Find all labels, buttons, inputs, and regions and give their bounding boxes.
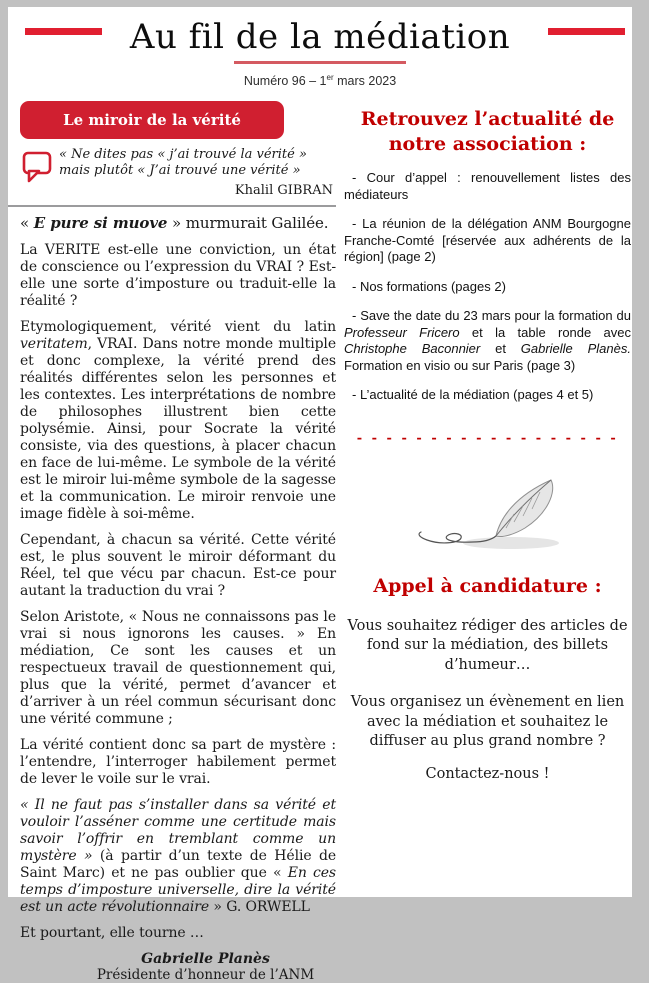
galileo-emphasis: E pure si muove [33,214,168,233]
news-item-4-start: - Save the date du 23 mars pour la formation du [352,308,631,324]
paragraph-6 [20,797,336,916]
news-item-1: - Cour d’appel : renouvellement listes des médiateurs [344,170,631,202]
news-heading: Retrouvez l’actualité de notre association : [360,108,615,156]
epigraph [20,147,336,183]
issue-ordinal-suffix: er [326,73,334,82]
content-columns [8,95,632,983]
article-column [20,95,336,983]
news-column [344,95,631,983]
news-item-5: - L’actualité de la médiation (pages 4 et 5) [352,387,594,403]
signature-name: Gabrielle Planès [141,951,270,968]
galileo-rest: » murmurait Galilée. [167,214,329,233]
paragraph-7: Et pourtant, elle tourne … [20,925,204,942]
orwell-quote: En ces temps d’imposture universelle, dire la vérité est un acte révolutionnaire [20,865,336,916]
latin-term: veritatem [20,336,88,353]
issue-line [8,73,632,88]
paragraph-4: Selon Aristote, « Nous ne connaissons pas le vrai si nous ignorons les causes. » En médiation, Ce sont les causes et un respectueux travail de questionnement qui, plus que la vérité, permet d’avancer et d’arriver à un réel commun sécurisant donc une vérité commune ; [20,609,336,728]
masthead-left-dash [25,28,102,35]
professor-name: Professeur Fricero [344,324,460,340]
article-title-banner [20,101,284,139]
news-item-4 [344,308,631,374]
news-item-4-end: Formation en visio ou sur Paris (page 3) [344,357,576,373]
divider-rule [8,205,336,207]
saint-marc-quote: « Il ne faut pas s’installer dans sa vérité et vouloir l’asséner comme une certitude mais savoir l’offrir en tremblant comme un mystère » [20,797,336,865]
epigraph-quote: « Ne dites pas « j’ai trouvé la vérité » mais plutôt « J’ai trouvé une vérité » [59,147,307,179]
paragraph-2 [20,319,336,523]
masthead-right-dash [548,28,625,35]
galileo-open-quote: « [20,214,34,233]
newsletter-page [8,7,632,983]
newsletter-title: Au fil de la médiation [129,17,511,57]
orwell-attribution: » G. ORWELL [209,899,310,916]
paragraph-1: La VERITE est-elle une conviction, un état de conscience ou l’expression du VRAI ? Est-elle une sorte d’imposture ou traduit-elle la réalité ? [20,242,336,310]
title-underline [234,61,406,64]
section-divider-dashes: - - - - - - - - - - - - - - - - - - [356,430,619,446]
speaker-name-1: Christophe Baconnier [344,341,481,357]
article-title: Le miroir de la vérité [63,111,241,130]
call-paragraph-1: Vous souhaitez rédiger des articles de fond sur la médiation, des billets d’humeur… [347,617,628,673]
speech-bubble-icon [22,149,52,183]
epigraph-author: Khalil GIBRAN [234,183,333,199]
news-item-4-mid2: et [480,341,521,357]
news-item-2: - La réunion de la délégation ANM Bourgogne Franche-Comté [réservée aux adhérents de la région] (page 2) [344,216,631,265]
paragraph-galileo [20,215,336,232]
news-item-3: - Nos formations (pages 2) [352,278,506,294]
paragraph-5: La vérité contient donc sa part de mystère : l’entendre, l’interroger habilement permet de lever le voile sur le vrai. [20,737,336,788]
call-for-candidates-heading: Appel à candidature : [373,574,602,597]
paragraph-2-rest: , VRAI. Dans notre monde multiple et donc complexe, la vérité prend des réalités différentes selon les personnes et les contextes. Les interprétations de nombre de philosophes illustrent bien cette polysémie. Ainsi, pour Socrate la vérité consiste, via des questions, à placer chacun en face de lui-même. Le symbole de la vérité est le miroir lui-même symbole de la sagesse et la communication. Le miroir renvoie une image fidèle à soi-même. [20,336,336,523]
paragraph-6-middle: (à partir d’un texte de Hélie de Saint Marc) et ne pas oublier que « [20,848,337,882]
masthead [8,7,632,88]
quill-illustration [344,466,631,560]
issue-date: mars 2023 [333,74,397,89]
news-item-4-mid1: et la table ronde avec [459,324,632,340]
call-paragraph-2: Vous organisez un évènement en lien avec la médiation et souhaitez le diffuser au plus grand nombre ? [350,694,625,750]
paragraph-2-start: Etymologiquement, vérité vient du latin [20,319,336,336]
signature-block [20,951,336,983]
issue-number: Numéro 96 – 1 [243,74,327,89]
paragraph-3: Cependant, à chacun sa vérité. Cette vérité est, le plus souvent le miroir déformant du Réel, tel que vécu par chacun. Est-ce pour autant la traduction du vrai ? [20,532,336,600]
contact-us-line: Contactez-nous ! [425,765,550,782]
quill-pen-icon [403,466,573,556]
speaker-name-2: Gabrielle Planès. [520,341,631,357]
signature-role: Présidente d’honneur de l’ANM [96,967,315,983]
